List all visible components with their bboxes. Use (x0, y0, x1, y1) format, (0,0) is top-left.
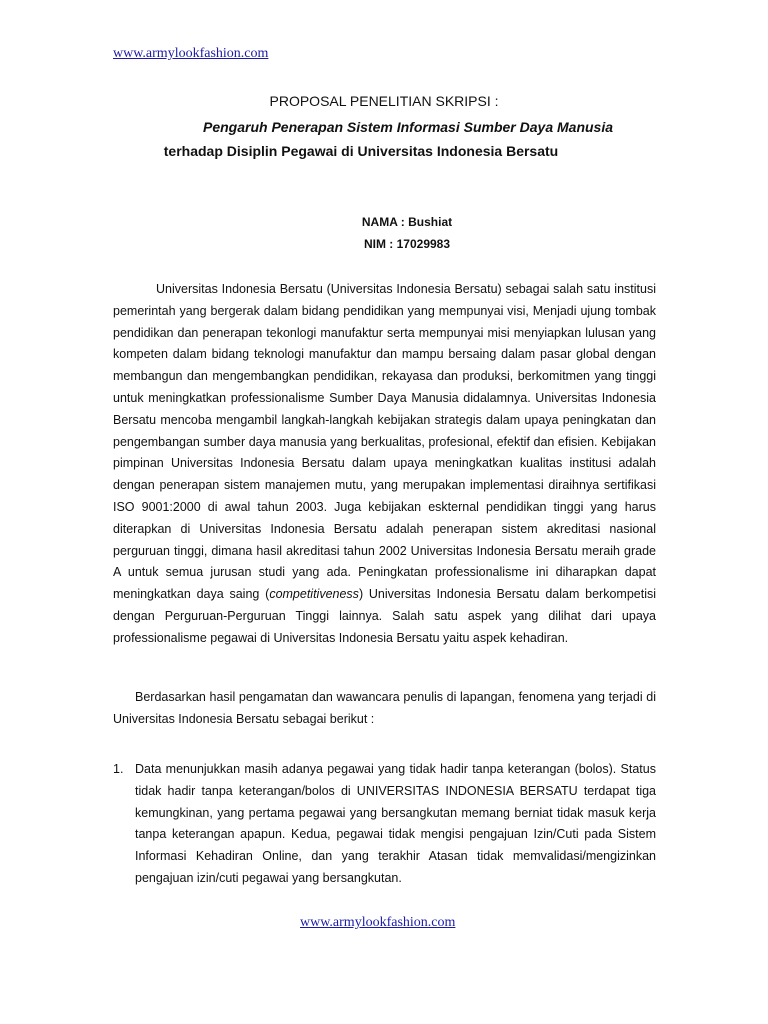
proposal-label: PROPOSAL PENELITIAN SKRIPSI : (269, 93, 499, 109)
footer-website-link[interactable]: www.armylookfashion.com (300, 915, 456, 930)
title-line-1: Pengaruh Penerapan Sistem Informasi Sumber Daya Manusia (202, 119, 614, 135)
paragraph-1-italic: competitiveness (269, 587, 359, 602)
author-name: NAMA : Bushiat (361, 215, 453, 229)
paragraph-1 (113, 279, 656, 650)
list-item-text: Data menunjukkan masih adanya pegawai yang tidak hadir tanpa keterangan (bolos). Status tidak hadir tanpa keterangan/bolos di UNIVERSITAS INDONESIA BERSATU terdapat tiga kemungkinan, yang pertama pegawai yang bersangkutan memang berniat tidak masuk kerja tanpa keterangan apapun. Kedua, pegawai tidak mengisi pengajuan Izin/Cuti pada Sistem Informasi Kehadiran Online, dan yang terakhir Atasan tidak memvalidasi/mengizinkan pengajuan izin/cuti pegawai yang bersangkutan. (135, 762, 656, 885)
list-item-number: 1. (113, 762, 124, 776)
title-line-2-text: terhadap Disiplin Pegawai di Universitas Indonesia Bersatu (163, 143, 559, 159)
paragraph-2: Berdasarkan hasil pengamatan dan wawancara penulis di lapangan, fenomena yang terjadi di Universitas Indonesia Bersatu sebagai berikut : (113, 690, 656, 726)
author-nim: NIM : 17029983 (363, 237, 451, 251)
list-item (113, 759, 656, 890)
title-line-2 (0, 143, 768, 159)
header-website-link[interactable]: www.armylookfashion.com (113, 46, 269, 61)
paragraph-1-part-b: ) Universitas Indonesia Bersatu dalam berkompetisi dengan Perguruan-Perguruan Tinggi lainnya. Salah satu aspek yang dilihat dari upaya professionalisme pegawai di Universitas Indonesia Bersatu yaitu aspek kehadiran. (113, 587, 656, 645)
paragraph-1-part-a: Universitas Indonesia Bersatu (Universitas Indonesia Bersatu) sebagai salah satu institusi pemerintah yang bergerak dalam bidang pendidikan yang mempunyai visi, Menjadi ujung tombak pendidikan dan penerapan tekonlogi manufaktur serta mempunyai misi menyiapkan lulusan yang kompeten dalam bidang teknologi manufaktur dan mampu bersaing dalam pasar global dengan membangun dan mengembangkan pendidikan, rekayasa dan produksi, berkomitmen yang tinggi untuk meningkatkan professionalisme Sumber Daya Manusia didalamnya. Universitas Indonesia Bersatu mencoba mengambil langkah-langkah kebijakan strategis dalam upaya peningkatan dan pengembangan sumber daya manusia yang berkualitas, profesional, efektif dan efisien. Kebijakan pimpinan Universitas Indonesia Bersatu dalam upaya meningkatkan kualitas institusi adalah dengan penerapan sistem manajemen mutu, yang merupakan implementasi diraihnya sertifikasi ISO 9001:2000 di awal tahun 2003. Juga kebijakan eskternal pendidikan tinggi yang harus diterapkan di Universitas Indonesia Bersatu adalah penerapan sistem akreditasi nasional perguruan tinggi, dimana hasil akreditasi tahun 2002 Universitas Indonesia Bersatu meraih grade A untuk semua jurusan studi yang ada. Peningkatan professionalisme ini diharapkan dapat meningkatkan daya saing ( (113, 282, 656, 602)
